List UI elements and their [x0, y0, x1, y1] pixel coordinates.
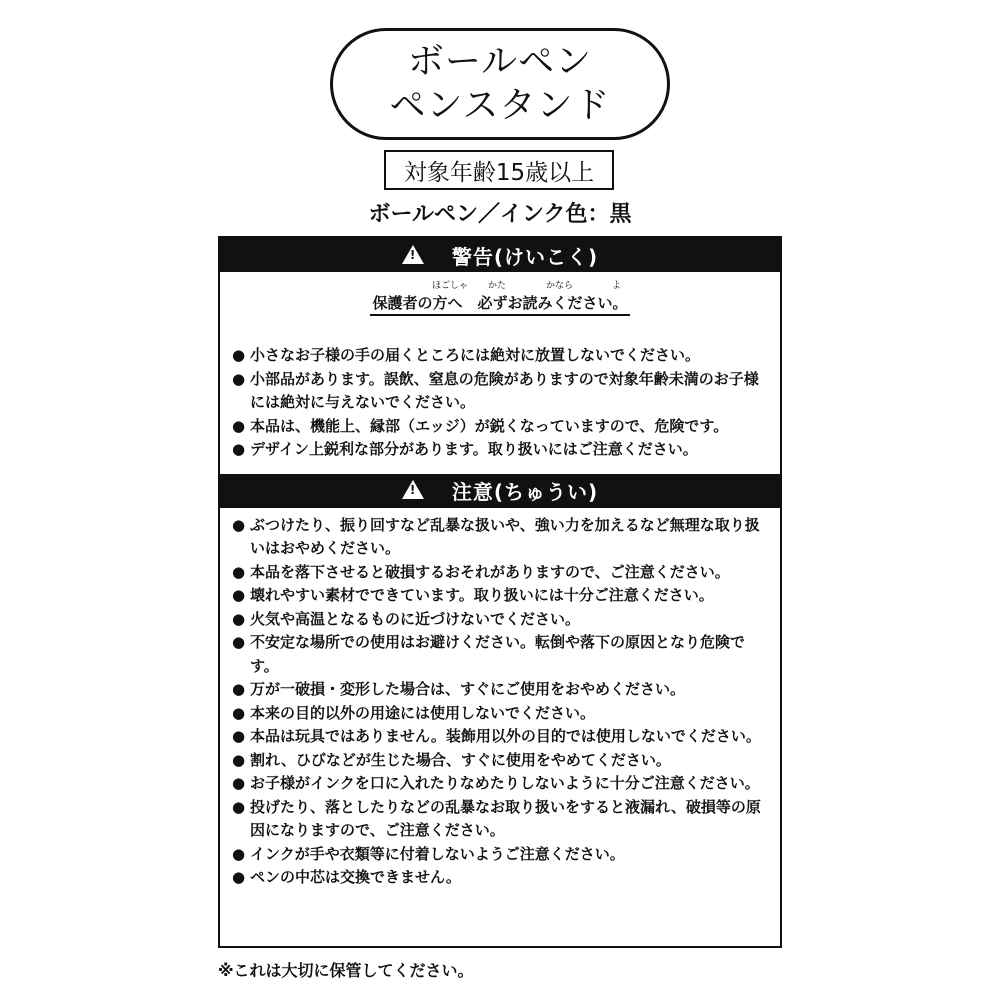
list-item: ● ぶつけたり、振り回すなど乱暴な扱いや、強い力を加えるなど無理な取り扱いはおやめください。 [232, 514, 770, 561]
warning-list [220, 342, 780, 474]
warning-header [220, 238, 780, 272]
ink-color-label: ボールペン／インク色：黒 [368, 202, 632, 227]
ruby-yo: よ [612, 281, 622, 291]
product-title-line-1: ボールペン [407, 41, 593, 82]
list-item: ● 割れ、ひびなどが生じた場合、すぐに使用をやめてください。 [232, 749, 770, 773]
ruby-kata: かた [488, 281, 507, 291]
list-item: ● デザイン上鋭利な部分があります。取り扱いにはご注意ください。 [232, 438, 770, 462]
list-item: ● インクが手や衣類等に付着しないようご注意ください。 [232, 843, 770, 867]
warning-triangle-icon [402, 480, 424, 499]
list-item: ● 本来の目的以外の用途には使用しないでください。 [232, 702, 770, 726]
guardian-ruby [350, 278, 650, 290]
list-item: ● ペンの中芯は交換できません。 [232, 866, 770, 890]
list-item: ● 本品は、機能上、縁部（エッジ）が鋭くなっていますので、危険です。 [232, 415, 770, 439]
age-notice: 対象年齢15歳以上 [384, 150, 614, 190]
list-item: ● 本品を落下させると破損するおそれがありますので、ご注意ください。 [232, 561, 770, 585]
warning-heading: 警告(けいこく) [451, 244, 599, 269]
product-title-line-2: ペンスタンド [389, 85, 611, 126]
guardian-notice [220, 272, 780, 342]
list-item: ● 小さなお子様の手の届くところには絶対に放置しないでください。 [232, 344, 770, 368]
warning-triangle-icon [402, 245, 424, 264]
caution-header [220, 474, 780, 508]
list-item: ● 投げたり、落としたりなどの乱暴なお取り扱いをすると液漏れ、破損等の原因になりますので、ご注意ください。 [232, 796, 770, 843]
list-item: ● 火気や高温となるものに近づけないでください。 [232, 608, 770, 632]
safety-panel [218, 236, 782, 948]
caution-heading: 注意(ちゅうい) [451, 480, 599, 504]
caution-list [220, 508, 780, 890]
ruby-kanara: かなら [546, 281, 574, 291]
list-item: ● 万が一破損・変形した場合は、すぐにご使用をおやめください。 [232, 678, 770, 702]
list-item: ● 壊れやすい素材でできています。取り扱いには十分ご注意ください。 [232, 584, 770, 608]
product-title-badge [330, 28, 670, 140]
guardian-text: 保護者の方へ 必ずお読みください。 [370, 290, 629, 316]
list-item: ● お子様がインクを口に入れたりなめたりしないように十分ご注意ください。 [232, 772, 770, 796]
list-item: ● 本品は玩具ではありません。装飾用以外の目的では使用しないでください。 [232, 725, 770, 749]
list-item: ● 不安定な場所での使用はお避けください。転倒や落下の原因となり危険です。 [232, 631, 770, 678]
list-item: ● 小部品があります。誤飲、窒息の危険がありますので対象年齢未満のお子様には絶対に与えないでください。 [232, 368, 770, 415]
ruby-hogosha: ほごしゃ [432, 281, 469, 291]
storage-note: ※これは大切に保管してください。 [218, 961, 474, 980]
